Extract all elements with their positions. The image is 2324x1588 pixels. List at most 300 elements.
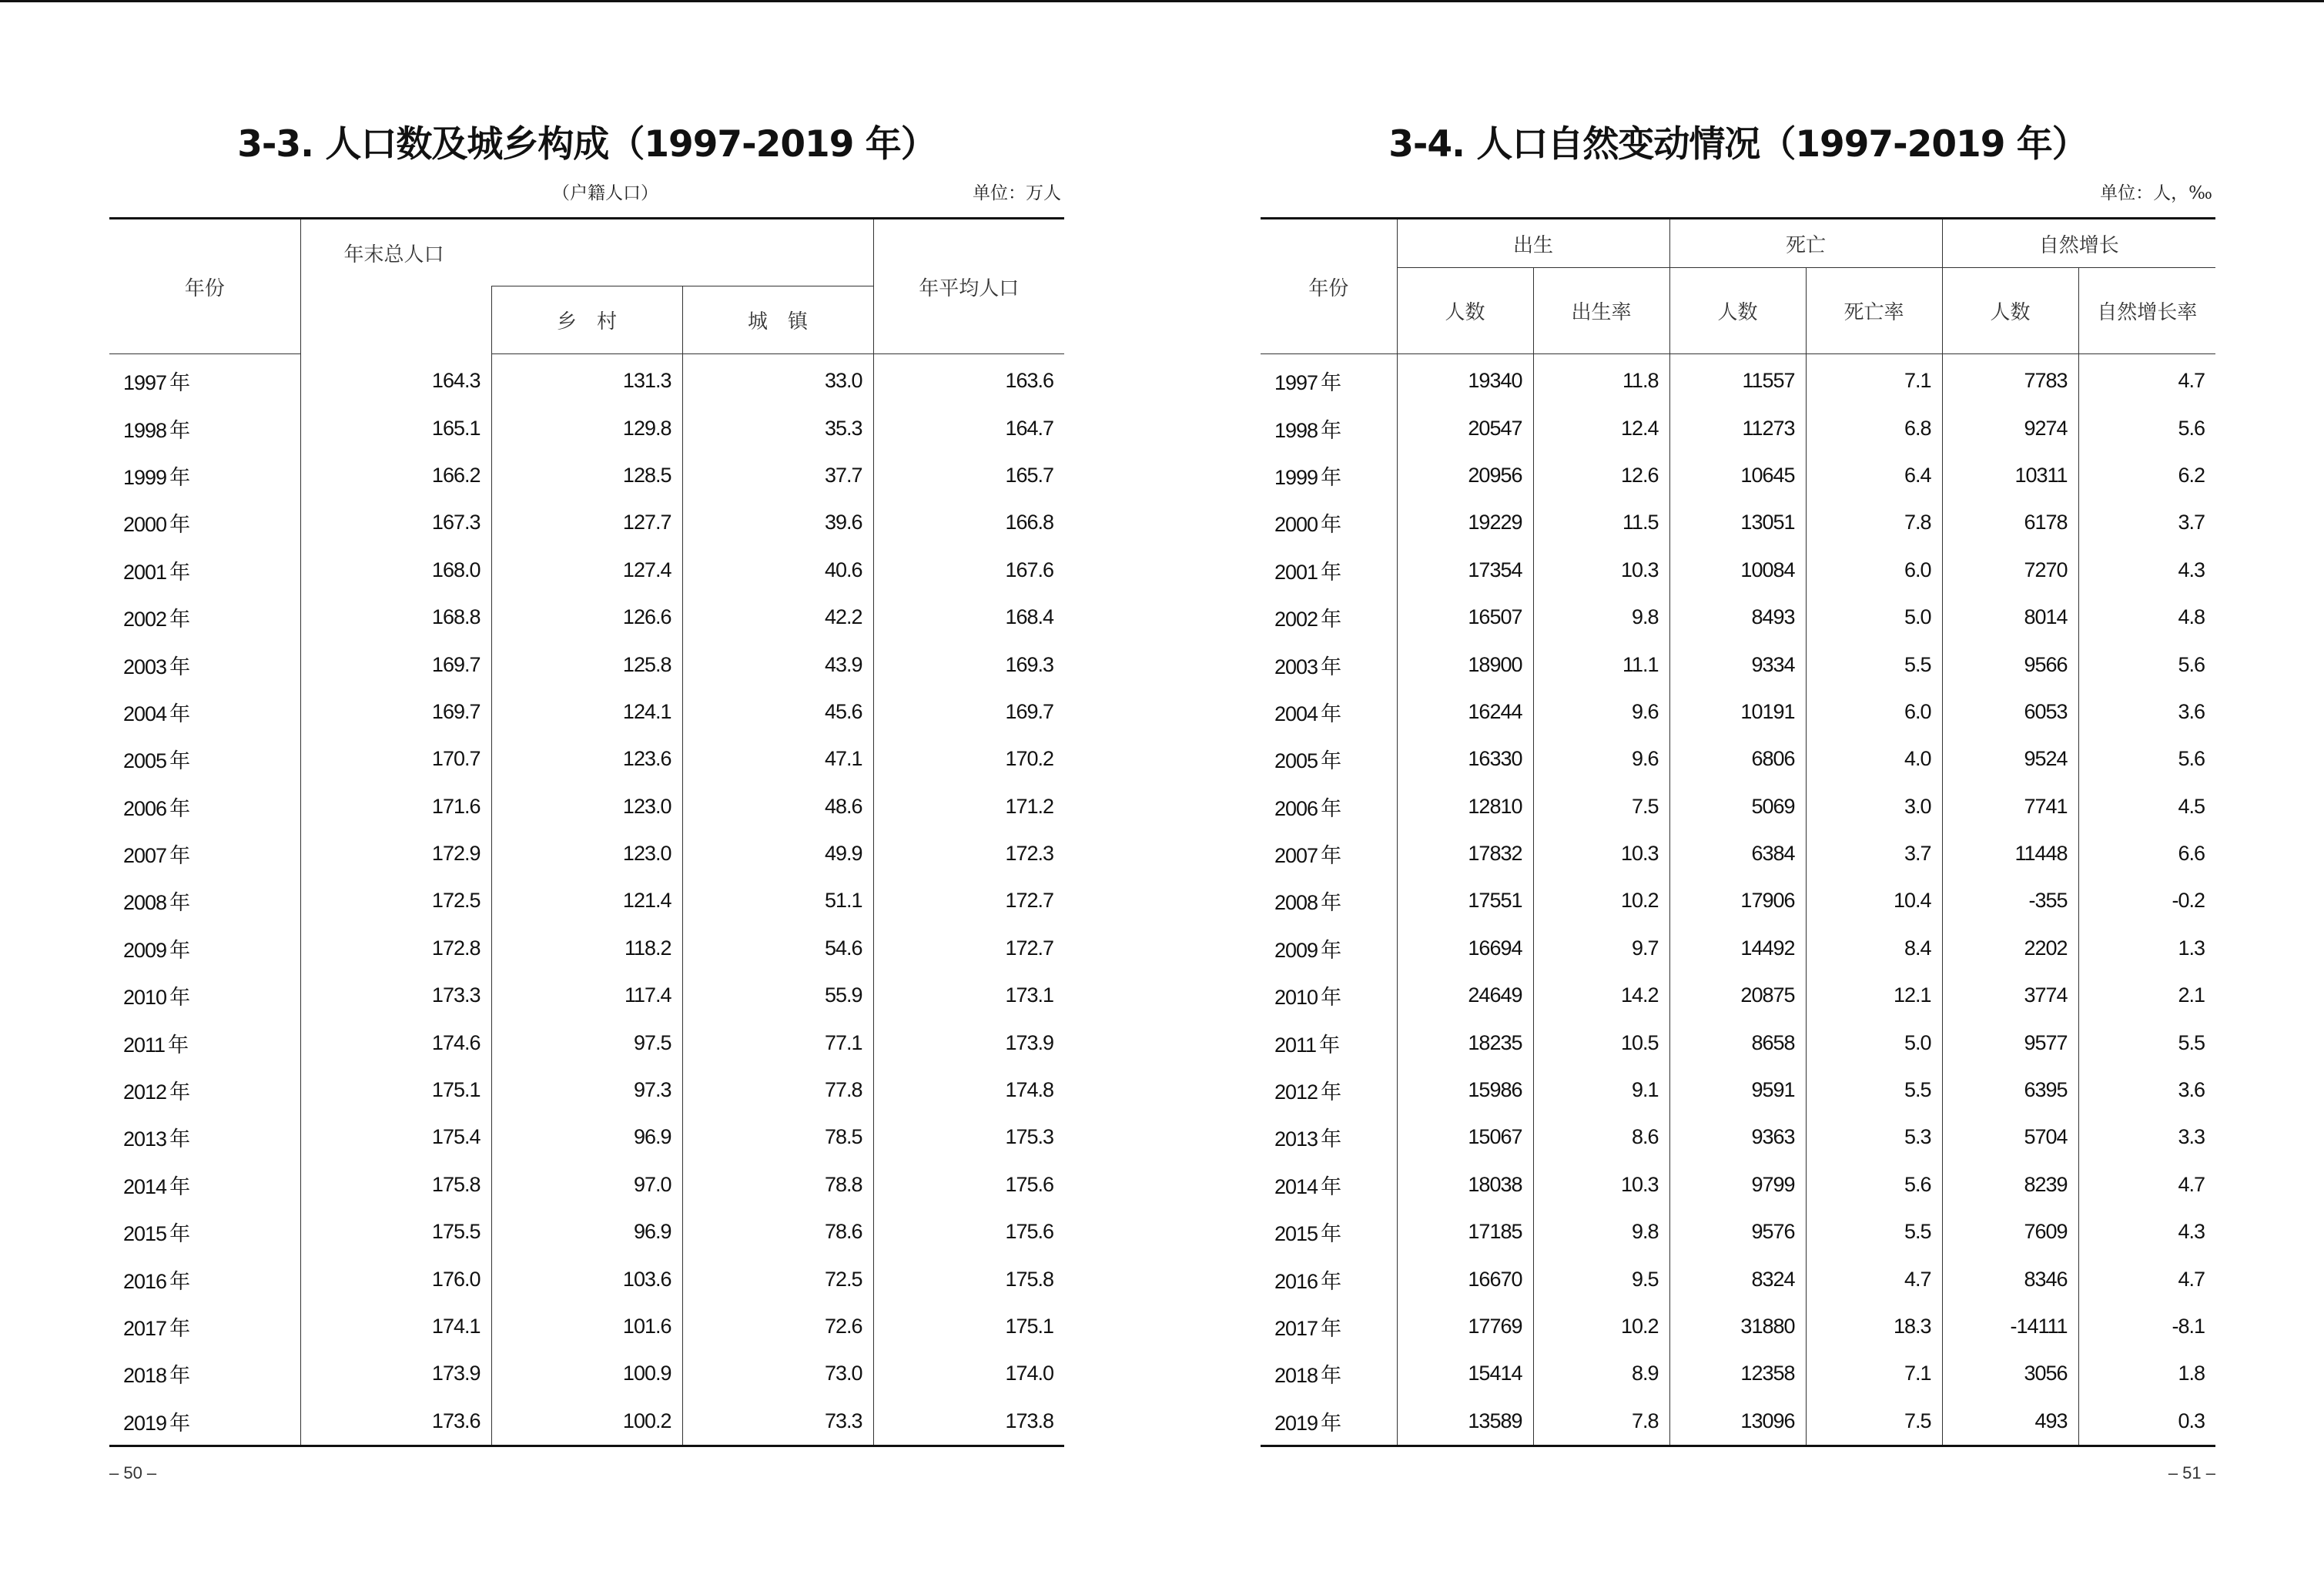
year-cell	[109, 1303, 300, 1350]
year-cell	[1261, 877, 1397, 924]
year-cell	[109, 1208, 300, 1255]
birth-rate-cell: 11.8	[1533, 354, 1669, 405]
year-value: 2001	[123, 560, 167, 584]
col-header-birth-rate: 出生率	[1533, 268, 1669, 354]
col-header-total-spacer	[300, 286, 491, 354]
page-number: – 51 –	[2168, 1463, 2215, 1482]
death-rate-cell: 4.0	[1806, 735, 1942, 782]
year-cell	[1261, 1161, 1397, 1208]
year-cell	[109, 1067, 300, 1114]
rural-cell: 96.9	[491, 1208, 682, 1255]
rural-cell: 123.0	[491, 783, 682, 830]
average-cell: 174.8	[873, 1067, 1064, 1114]
year-suffix: 年	[169, 513, 191, 538]
year-suffix: 年	[1321, 418, 1342, 443]
year-cell	[1261, 1303, 1397, 1350]
urban-cell: 78.8	[682, 1161, 873, 1208]
year-cell	[109, 972, 300, 1019]
table-row	[109, 688, 1064, 735]
death-rate-cell: 6.0	[1806, 547, 1942, 594]
total-cell: 172.5	[300, 877, 491, 924]
table-row	[1261, 1303, 2215, 1350]
year-suffix: 年	[1321, 560, 1342, 585]
year-suffix: 年	[1321, 608, 1342, 632]
growth-count-cell: 6053	[1942, 688, 2078, 735]
population-table	[109, 217, 1064, 1447]
year-suffix: 年	[169, 1317, 191, 1341]
death-count-cell: 9799	[1669, 1161, 1806, 1208]
table-row	[109, 735, 1064, 782]
year-value: 1999	[1274, 465, 1318, 489]
year-value: 2009	[123, 938, 167, 962]
year-suffix: 年	[169, 702, 191, 726]
table-row	[1261, 404, 2215, 451]
birth-count-cell: 19229	[1397, 499, 1533, 546]
growth-rate-cell: 1.3	[2078, 925, 2215, 972]
growth-count-cell: 6395	[1942, 1067, 2078, 1114]
death-rate-cell: 5.3	[1806, 1114, 1942, 1161]
year-cell	[109, 452, 300, 499]
year-value: 2012	[1274, 1080, 1318, 1104]
birth-count-cell: 16694	[1397, 925, 1533, 972]
unit-label: 单位：万人	[973, 183, 1061, 203]
year-suffix: 年	[169, 1222, 191, 1247]
year-cell	[1261, 688, 1397, 735]
year-value: 2016	[123, 1269, 167, 1293]
year-suffix: 年	[169, 655, 191, 679]
urban-cell: 54.6	[682, 925, 873, 972]
death-rate-cell: 5.6	[1806, 1161, 1942, 1208]
table-row	[1261, 1255, 2215, 1302]
average-cell: 172.7	[873, 925, 1064, 972]
birth-rate-cell: 10.3	[1533, 830, 1669, 877]
year-cell	[1261, 1067, 1397, 1114]
growth-count-cell: 6178	[1942, 499, 2078, 546]
death-count-cell: 6806	[1669, 735, 1806, 782]
average-cell: 175.1	[873, 1303, 1064, 1350]
year-value: 2018	[1274, 1364, 1318, 1388]
growth-rate-cell: 4.7	[2078, 1161, 2215, 1208]
birth-count-cell: 17551	[1397, 877, 1533, 924]
birth-count-cell: 19340	[1397, 354, 1533, 405]
average-cell: 172.3	[873, 830, 1064, 877]
year-suffix: 年	[1321, 986, 1342, 1010]
growth-rate-cell: 4.3	[2078, 547, 2215, 594]
year-suffix: 年	[1321, 465, 1342, 490]
year-cell	[109, 830, 300, 877]
year-cell	[1261, 354, 1397, 405]
growth-count-cell: 9274	[1942, 404, 2078, 451]
urban-cell: 45.6	[682, 688, 873, 735]
year-suffix: 年	[169, 938, 191, 963]
average-cell: 165.7	[873, 452, 1064, 499]
year-cell	[109, 1019, 300, 1066]
urban-cell: 37.7	[682, 452, 873, 499]
growth-rate-cell: 1.8	[2078, 1350, 2215, 1397]
average-cell: 175.6	[873, 1208, 1064, 1255]
year-cell	[109, 688, 300, 735]
total-cell: 170.7	[300, 735, 491, 782]
table-row	[1261, 972, 2215, 1019]
urban-cell: 77.8	[682, 1067, 873, 1114]
table-row	[109, 1067, 1064, 1114]
natural-change-table-body	[1261, 354, 2215, 1446]
birth-rate-cell: 12.6	[1533, 452, 1669, 499]
table-row	[109, 830, 1064, 877]
growth-count-cell: 7270	[1942, 547, 2078, 594]
average-cell: 172.7	[873, 877, 1064, 924]
rural-cell: 127.4	[491, 547, 682, 594]
year-suffix: 年	[1321, 891, 1342, 916]
rural-cell: 100.9	[491, 1350, 682, 1397]
year-cell	[1261, 1350, 1397, 1397]
total-cell: 164.3	[300, 354, 491, 405]
growth-count-cell: 7741	[1942, 783, 2078, 830]
table-row	[1261, 783, 2215, 830]
year-value: 2007	[1274, 844, 1318, 868]
death-rate-cell: 5.0	[1806, 1019, 1942, 1066]
rural-cell: 118.2	[491, 925, 682, 972]
birth-count-cell: 17354	[1397, 547, 1533, 594]
table-row	[1261, 1019, 2215, 1066]
table-row	[1261, 499, 2215, 546]
growth-count-cell: 9577	[1942, 1019, 2078, 1066]
total-cell: 175.1	[300, 1067, 491, 1114]
year-value: 2017	[123, 1317, 167, 1340]
year-suffix: 年	[169, 986, 191, 1010]
year-value: 2010	[1274, 986, 1318, 1010]
year-value: 2015	[123, 1222, 167, 1246]
year-value: 2014	[123, 1174, 167, 1198]
growth-count-cell: 2202	[1942, 925, 2078, 972]
unit-label: 单位：人，‰	[2100, 183, 2212, 203]
year-value: 2018	[123, 1364, 167, 1388]
year-cell	[1261, 499, 1397, 546]
year-value: 2014	[1274, 1174, 1318, 1198]
year-value: 2011	[123, 1033, 166, 1057]
year-value: 2016	[1274, 1269, 1318, 1293]
year-suffix: 年	[169, 749, 191, 774]
table-subtitle: （户籍人口）	[552, 183, 658, 203]
page-title: 3-3. 人口数及城乡构成（1997-2019 年）	[237, 123, 936, 166]
death-rate-cell: 5.5	[1806, 1067, 1942, 1114]
growth-count-cell: 8239	[1942, 1161, 2078, 1208]
growth-rate-cell: 4.5	[2078, 783, 2215, 830]
death-count-cell: 5069	[1669, 783, 1806, 830]
year-value: 2015	[1274, 1222, 1318, 1246]
year-suffix: 年	[1321, 1080, 1342, 1105]
birth-rate-cell: 9.8	[1533, 594, 1669, 641]
total-cell: 173.3	[300, 972, 491, 1019]
year-value: 2008	[1274, 891, 1318, 915]
growth-rate-cell: 3.6	[2078, 1067, 2215, 1114]
year-value: 2013	[1274, 1127, 1318, 1151]
table-row	[1261, 925, 2215, 972]
growth-rate-cell: 4.7	[2078, 354, 2215, 405]
urban-cell: 73.0	[682, 1350, 873, 1397]
natural-change-table	[1261, 217, 2215, 1447]
total-cell: 174.1	[300, 1303, 491, 1350]
death-count-cell: 10191	[1669, 688, 1806, 735]
urban-cell: 73.3	[682, 1398, 873, 1446]
year-suffix: 年	[1321, 1222, 1342, 1247]
year-suffix: 年	[169, 371, 191, 396]
growth-rate-cell: 4.3	[2078, 1208, 2215, 1255]
growth-count-cell: 3774	[1942, 972, 2078, 1019]
rural-cell: 100.2	[491, 1398, 682, 1446]
year-cell	[1261, 1208, 1397, 1255]
birth-rate-cell: 9.1	[1533, 1067, 1669, 1114]
year-suffix: 年	[1321, 655, 1342, 679]
year-cell	[1261, 830, 1397, 877]
death-rate-cell: 5.5	[1806, 1208, 1942, 1255]
year-value: 2000	[1274, 513, 1318, 537]
birth-count-cell: 13589	[1397, 1398, 1533, 1446]
growth-rate-cell: 5.6	[2078, 735, 2215, 782]
birth-rate-cell: 10.3	[1533, 547, 1669, 594]
table-row	[1261, 1208, 2215, 1255]
death-count-cell: 12358	[1669, 1350, 1806, 1397]
year-cell	[1261, 594, 1397, 641]
birth-count-cell: 20956	[1397, 452, 1533, 499]
death-rate-cell: 10.4	[1806, 877, 1942, 924]
birth-rate-cell: 7.8	[1533, 1398, 1669, 1446]
growth-count-cell: 7783	[1942, 354, 2078, 405]
year-cell	[109, 783, 300, 830]
average-cell: 167.6	[873, 547, 1064, 594]
year-value: 2019	[123, 1411, 167, 1435]
year-suffix: 年	[1321, 702, 1342, 726]
total-cell: 165.1	[300, 404, 491, 451]
rural-cell: 97.0	[491, 1161, 682, 1208]
year-value: 2005	[123, 749, 167, 773]
urban-cell: 39.6	[682, 499, 873, 546]
average-cell: 173.9	[873, 1019, 1064, 1066]
growth-rate-cell: 3.3	[2078, 1114, 2215, 1161]
urban-cell: 51.1	[682, 877, 873, 924]
table-row	[1261, 452, 2215, 499]
year-suffix: 年	[169, 796, 191, 821]
total-cell: 172.8	[300, 925, 491, 972]
death-count-cell: 13096	[1669, 1398, 1806, 1446]
death-count-cell: 9591	[1669, 1067, 1806, 1114]
birth-rate-cell: 8.6	[1533, 1114, 1669, 1161]
total-cell: 168.0	[300, 547, 491, 594]
birth-rate-cell: 9.8	[1533, 1208, 1669, 1255]
rural-cell: 129.8	[491, 404, 682, 451]
growth-count-cell: 493	[1942, 1398, 2078, 1446]
year-suffix: 年	[1321, 1269, 1342, 1294]
year-cell	[109, 1114, 300, 1161]
year-value: 2002	[1274, 608, 1318, 632]
total-cell: 168.8	[300, 594, 491, 641]
birth-rate-cell: 11.5	[1533, 499, 1669, 546]
rural-cell: 121.4	[491, 877, 682, 924]
average-cell: 175.6	[873, 1161, 1064, 1208]
urban-cell: 47.1	[682, 735, 873, 782]
col-header-birth-count: 人数	[1397, 268, 1533, 354]
death-count-cell: 8658	[1669, 1019, 1806, 1066]
col-header-year: 年份	[1261, 219, 1397, 354]
growth-rate-cell: 5.5	[2078, 1019, 2215, 1066]
table-row	[1261, 354, 2215, 405]
average-cell: 170.2	[873, 735, 1064, 782]
average-cell: 168.4	[873, 594, 1064, 641]
table-row	[1261, 877, 2215, 924]
year-value: 2006	[1274, 796, 1318, 820]
birth-rate-cell: 11.1	[1533, 641, 1669, 688]
year-cell	[109, 547, 300, 594]
death-count-cell: 6384	[1669, 830, 1806, 877]
average-cell: 163.6	[873, 354, 1064, 405]
year-cell	[109, 354, 300, 405]
year-value: 1998	[1274, 418, 1318, 442]
growth-rate-cell: 2.1	[2078, 972, 2215, 1019]
death-count-cell: 13051	[1669, 499, 1806, 546]
rural-cell: 131.3	[491, 354, 682, 405]
birth-rate-cell: 7.5	[1533, 783, 1669, 830]
growth-rate-cell: 6.2	[2078, 452, 2215, 499]
col-header-total: 年末总人口	[300, 219, 873, 286]
table-row	[109, 547, 1064, 594]
death-count-cell: 8493	[1669, 594, 1806, 641]
birth-count-cell: 15986	[1397, 1067, 1533, 1114]
year-cell	[1261, 547, 1397, 594]
table-row	[1261, 1350, 2215, 1397]
birth-count-cell: 18235	[1397, 1019, 1533, 1066]
year-value: 2002	[123, 608, 167, 632]
table-row	[109, 1208, 1064, 1255]
birth-count-cell: 17832	[1397, 830, 1533, 877]
birth-rate-cell: 10.2	[1533, 877, 1669, 924]
year-cell	[1261, 735, 1397, 782]
year-value: 2013	[123, 1127, 167, 1151]
growth-count-cell: -355	[1942, 877, 2078, 924]
table-row	[109, 925, 1064, 972]
urban-cell: 40.6	[682, 547, 873, 594]
urban-cell: 33.0	[682, 354, 873, 405]
table-row	[109, 594, 1064, 641]
death-rate-cell: 7.1	[1806, 354, 1942, 405]
col-header-birth: 出生	[1397, 219, 1669, 268]
rural-cell: 97.5	[491, 1019, 682, 1066]
col-header-death: 死亡	[1669, 219, 1942, 268]
year-suffix: 年	[1321, 749, 1342, 774]
urban-cell: 43.9	[682, 641, 873, 688]
birth-count-cell: 15067	[1397, 1114, 1533, 1161]
rural-cell: 127.7	[491, 499, 682, 546]
total-cell: 166.2	[300, 452, 491, 499]
total-cell: 174.6	[300, 1019, 491, 1066]
total-cell: 167.3	[300, 499, 491, 546]
death-rate-cell: 3.7	[1806, 830, 1942, 877]
year-value: 2003	[1274, 655, 1318, 678]
year-suffix: 年	[169, 465, 191, 490]
average-cell: 175.8	[873, 1255, 1064, 1302]
death-rate-cell: 6.0	[1806, 688, 1942, 735]
year-value: 2019	[1274, 1411, 1318, 1435]
year-suffix: 年	[1321, 1174, 1342, 1199]
birth-count-cell: 20547	[1397, 404, 1533, 451]
col-header-growth-rate: 自然增长率	[2078, 268, 2215, 354]
total-cell: 175.4	[300, 1114, 491, 1161]
death-rate-cell: 5.5	[1806, 641, 1942, 688]
year-cell	[1261, 1019, 1397, 1066]
growth-count-cell: 3056	[1942, 1350, 2078, 1397]
urban-cell: 48.6	[682, 783, 873, 830]
year-cell	[109, 1350, 300, 1397]
birth-rate-cell: 14.2	[1533, 972, 1669, 1019]
year-suffix: 年	[169, 1411, 191, 1436]
death-rate-cell: 4.7	[1806, 1255, 1942, 1302]
birth-count-cell: 12810	[1397, 783, 1533, 830]
year-value: 1997	[123, 371, 167, 395]
rural-cell: 123.6	[491, 735, 682, 782]
year-cell	[109, 594, 300, 641]
birth-rate-cell: 9.5	[1533, 1255, 1669, 1302]
average-cell: 166.8	[873, 499, 1064, 546]
right-page	[1261, 0, 2215, 1588]
death-count-cell: 8324	[1669, 1255, 1806, 1302]
growth-rate-cell: -8.1	[2078, 1303, 2215, 1350]
rural-cell: 124.1	[491, 688, 682, 735]
average-cell: 173.8	[873, 1398, 1064, 1446]
col-header-death-count: 人数	[1669, 268, 1806, 354]
birth-count-cell: 16330	[1397, 735, 1533, 782]
year-cell	[1261, 783, 1397, 830]
death-count-cell: 11273	[1669, 404, 1806, 451]
table-row	[1261, 1114, 2215, 1161]
table-row	[109, 1350, 1064, 1397]
table-row	[1261, 594, 2215, 641]
col-header-death-rate: 死亡率	[1806, 268, 1942, 354]
death-rate-cell: 7.8	[1806, 499, 1942, 546]
rural-cell: 123.0	[491, 830, 682, 877]
year-cell	[1261, 1398, 1397, 1446]
year-value: 2000	[123, 513, 167, 537]
year-value: 2017	[1274, 1317, 1318, 1340]
year-cell	[109, 641, 300, 688]
year-value: 1999	[123, 465, 167, 489]
urban-cell: 72.5	[682, 1255, 873, 1302]
table-row	[109, 641, 1064, 688]
birth-count-cell: 16670	[1397, 1255, 1533, 1302]
year-suffix: 年	[1321, 796, 1342, 821]
average-cell: 171.2	[873, 783, 1064, 830]
year-suffix: 年	[169, 560, 191, 585]
birth-count-cell: 17769	[1397, 1303, 1533, 1350]
death-rate-cell: 5.0	[1806, 594, 1942, 641]
growth-rate-cell: 0.3	[2078, 1398, 2215, 1446]
urban-cell: 72.6	[682, 1303, 873, 1350]
year-suffix: 年	[1321, 1364, 1342, 1389]
table-row	[1261, 1067, 2215, 1114]
total-cell: 169.7	[300, 688, 491, 735]
urban-cell: 78.5	[682, 1114, 873, 1161]
growth-count-cell: 8014	[1942, 594, 2078, 641]
year-suffix: 年	[169, 1080, 191, 1105]
year-cell	[1261, 1255, 1397, 1302]
growth-count-cell: 11448	[1942, 830, 2078, 877]
year-suffix: 年	[169, 1364, 191, 1389]
year-cell	[1261, 452, 1397, 499]
year-suffix: 年	[1321, 1317, 1342, 1341]
death-rate-cell: 12.1	[1806, 972, 1942, 1019]
year-suffix: 年	[169, 418, 191, 443]
birth-rate-cell: 12.4	[1533, 404, 1669, 451]
death-rate-cell: 6.4	[1806, 452, 1942, 499]
year-suffix: 年	[168, 1033, 189, 1057]
